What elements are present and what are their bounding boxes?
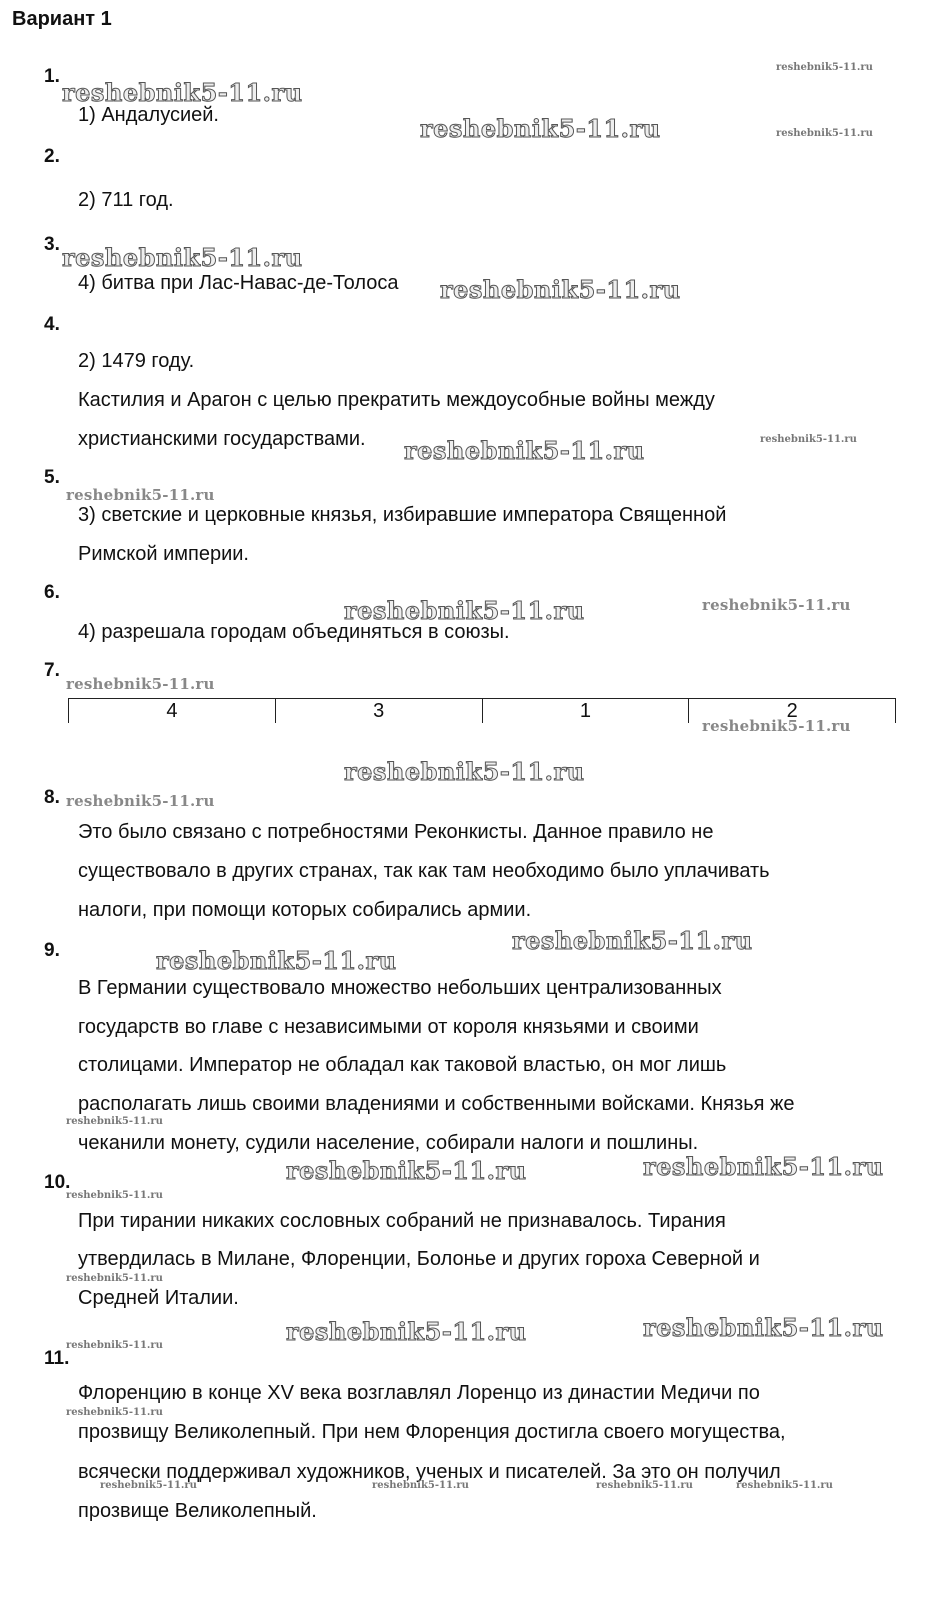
watermark-stamp: reshebnik5-11.ru — [372, 1480, 469, 1491]
question-8-answer-line-2: существовало в других странах, так как там необходимо было уплачивать — [78, 860, 770, 882]
answer-cell-4: 2 — [688, 699, 896, 723]
watermark-stamp: reshebnik5-11.ru — [404, 436, 645, 465]
watermark-stamp: reshebnik5-11.ru — [760, 434, 857, 445]
question-9-answer-line-5: чеканили монету, судили население, собирали налоги и пошлины. — [78, 1132, 699, 1154]
watermark-stamp: reshebnik5-11.ru — [596, 1480, 693, 1491]
question-2-number: 2. — [44, 146, 60, 167]
question-3-answer: 4) битва при Лас-Навас-де-Толоса — [78, 272, 399, 294]
question-5-answer-line-2: Римской империи. — [78, 543, 249, 565]
question-6-answer: 4) разрешала городам объединяться в союзы. — [78, 621, 510, 643]
watermark-stamp: reshebnik5-11.ru — [286, 1156, 527, 1185]
watermark-stamp: reshebnik5-11.ru — [776, 128, 873, 139]
watermark-stamp: reshebnik5-11.ru — [344, 596, 585, 625]
question-6-number: 6. — [44, 582, 60, 603]
question-10-number: 10. — [44, 1172, 71, 1193]
question-11-answer-line-1: Флоренцию в конце XV века возглавлял Лоренцо из династии Медичи по — [78, 1382, 760, 1404]
watermark-stamp: reshebnik5-11.ru — [440, 275, 681, 304]
question-5-answer-line-1: 3) светские и церковные князья, избиравшие императора Священной — [78, 504, 727, 526]
question-4-answer: 2) 1479 году. — [78, 350, 195, 372]
question-9-answer-line-4: располагать лишь своими владениями и собственными войсками. Князья же — [78, 1093, 795, 1115]
watermark-stamp: reshebnik5-11.ru — [100, 1480, 197, 1491]
question-9-answer-line-2: государств во главе с независимыми от короля князьями и своими — [78, 1016, 699, 1038]
watermark-stamp: reshebnik5-11.ru — [643, 1152, 884, 1181]
watermark-stamp: reshebnik5-11.ru — [512, 926, 753, 955]
answer-cell-2: 3 — [275, 699, 482, 723]
question-11-answer-line-4: прозвище Великолепный. — [78, 1500, 317, 1522]
watermark-stamp: reshebnik5-11.ru — [776, 62, 873, 73]
watermark-stamp: reshebnik5-11.ru — [62, 78, 303, 107]
watermark-stamp: reshebnik5-11.ru — [66, 1340, 163, 1351]
question-10-answer-line-2: утвердилась в Милане, Флоренции, Болонье и других гороха Северной и — [78, 1248, 760, 1270]
watermark-stamp: reshebnik5-11.ru — [66, 486, 215, 504]
watermark-stamp: reshebnik5-11.ru — [702, 717, 851, 735]
question-10-answer-line-1: При тирании никаких сословных собраний не признавалось. Тирания — [78, 1210, 726, 1232]
watermark-stamp: reshebnik5-11.ru — [643, 1313, 884, 1342]
watermark-stamp: reshebnik5-11.ru — [66, 675, 215, 693]
question-9-answer-line-1: В Германии существовало множество небольших централизованных — [78, 977, 722, 999]
question-4-explanation-line-2: христианскими государствами. — [78, 428, 366, 450]
page-title: Вариант 1 — [12, 8, 112, 30]
question-8-number: 8. — [44, 787, 60, 808]
watermark-stamp: reshebnik5-11.ru — [286, 1317, 527, 1346]
question-8-answer-line-3: налоги, при помощи которых собирались армии. — [78, 899, 532, 921]
question-4-number: 4. — [44, 314, 60, 335]
question-11-answer-line-3: всячески поддерживал художников, ученых и писателей. За это он получил — [78, 1461, 781, 1483]
question-8-answer-line-1: Это было связано с потребностями Реконкисты. Данное правило не — [78, 821, 714, 843]
watermark-stamp: reshebnik5-11.ru — [344, 757, 585, 786]
watermark-stamp: reshebnik5-11.ru — [66, 792, 215, 810]
watermark-stamp: reshebnik5-11.ru — [156, 946, 397, 975]
question-2-answer: 2) 711 год. — [78, 189, 174, 211]
watermark-stamp: reshebnik5-11.ru — [702, 596, 851, 614]
question-9-answer-line-3: столицами. Император не обладал как таковой властью, он мог лишь — [78, 1054, 727, 1076]
question-10-answer-line-3: Средней Италии. — [78, 1287, 239, 1309]
answer-cell-3: 1 — [482, 699, 689, 723]
answer-cell-1: 4 — [68, 699, 275, 723]
watermark-stamp: reshebnik5-11.ru — [66, 1190, 163, 1201]
question-1-answer: 1) Андалусией. — [78, 104, 219, 126]
watermark-stamp: reshebnik5-11.ru — [420, 114, 661, 143]
watermark-stamp: reshebnik5-11.ru — [736, 1480, 833, 1491]
watermark-stamp: reshebnik5-11.ru — [66, 1273, 163, 1284]
question-3-number: 3. — [44, 234, 60, 255]
question-1-number: 1. — [44, 66, 60, 87]
watermark-stamp: reshebnik5-11.ru — [66, 1116, 163, 1127]
question-5-number: 5. — [44, 467, 60, 488]
question-4-explanation-line-1: Кастилия и Арагон с целью прекратить междоусобные войны между — [78, 389, 715, 411]
watermark-stamp: reshebnik5-11.ru — [62, 243, 303, 272]
question-7-number: 7. — [44, 660, 60, 681]
watermark-stamp: reshebnik5-11.ru — [66, 1407, 163, 1418]
question-11-number: 11. — [44, 1348, 70, 1369]
question-11-answer-line-2: прозвищу Великолепный. При нем Флоренция достигла своего могущества, — [78, 1421, 786, 1443]
question-9-number: 9. — [44, 940, 60, 961]
